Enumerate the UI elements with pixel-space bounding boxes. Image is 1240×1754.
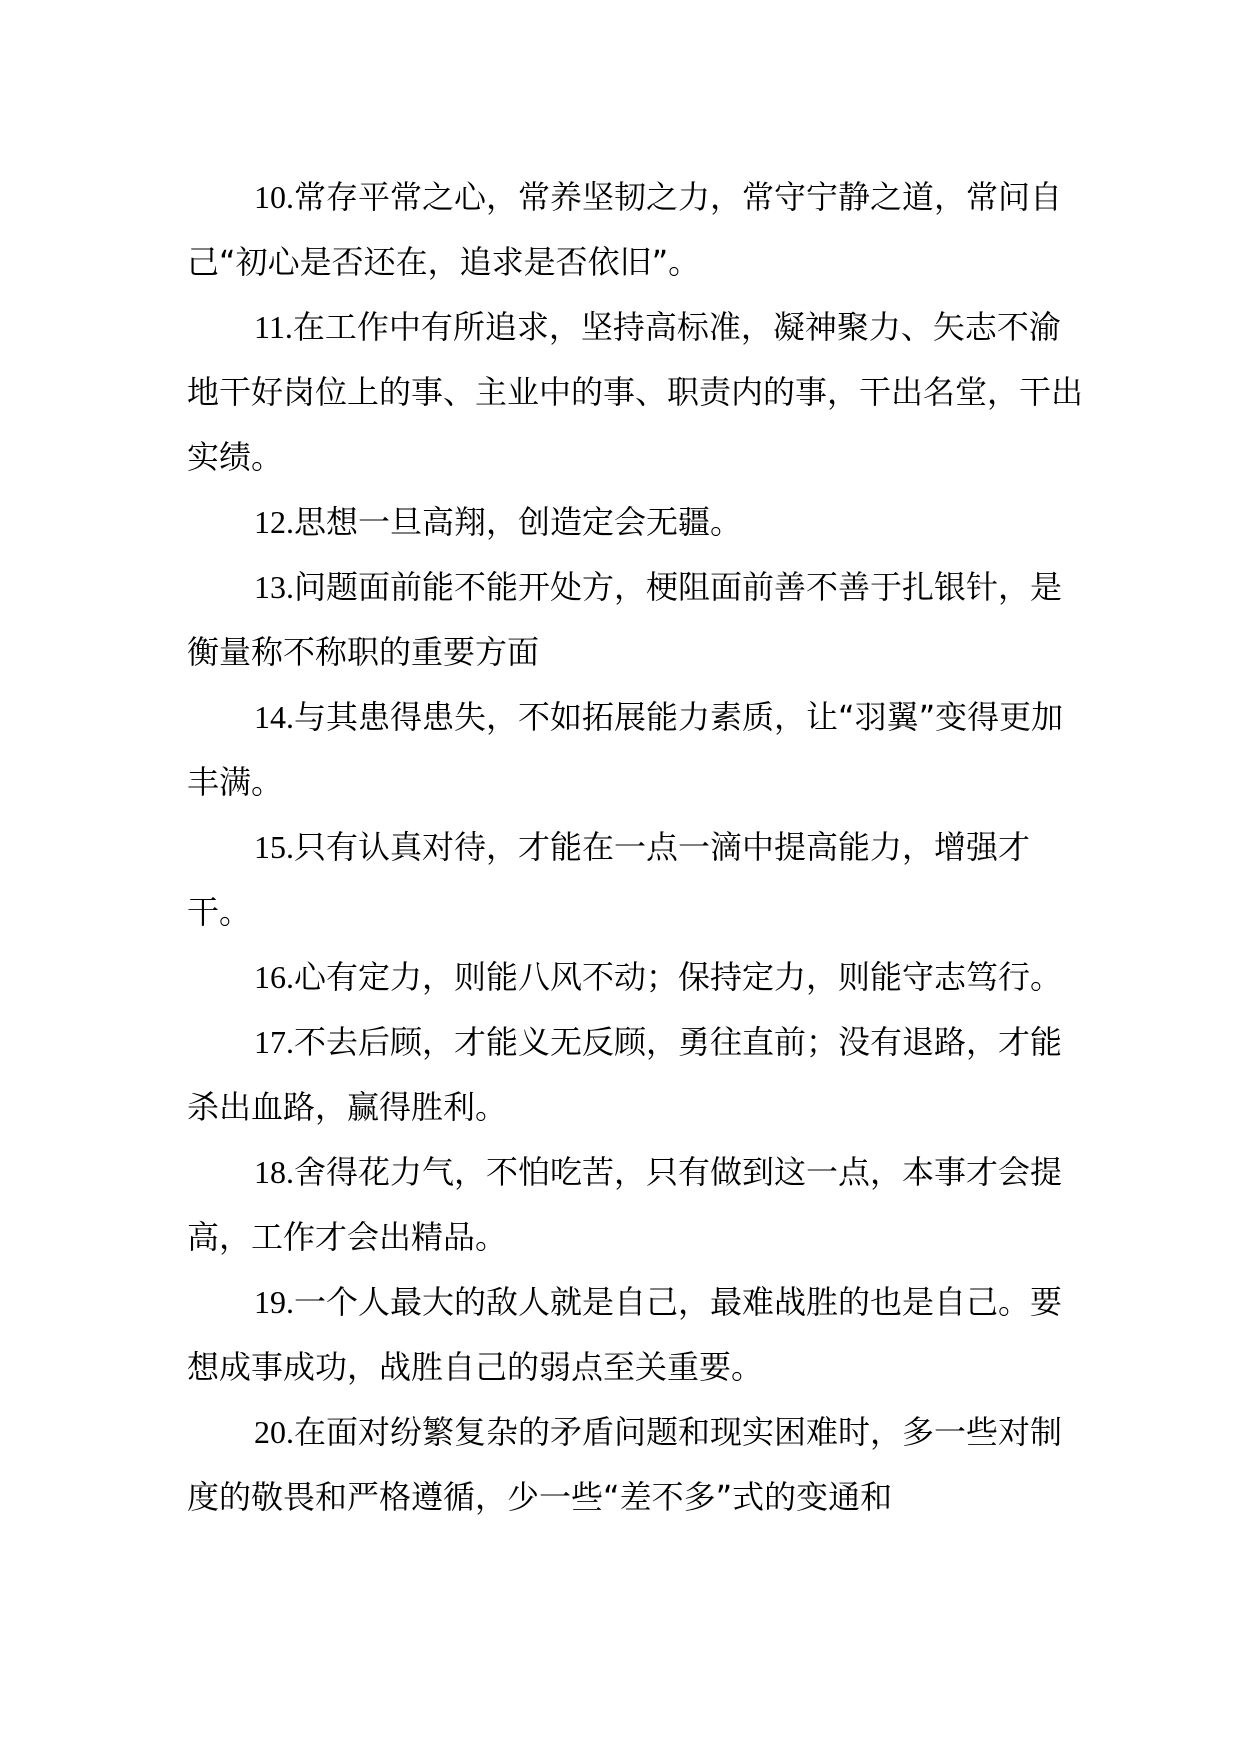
item-text: 心有定力，则能八风不动；保持定力，则能守志笃行。 (294, 958, 1063, 996)
item-number: 13. (254, 569, 294, 605)
paragraph-17 (187, 1010, 1087, 1140)
item-text: 一个人最大的敌人就是自己，最难战胜的也是自己。要想成事成功，战胜自己的弱点至关重要。 (187, 1283, 1063, 1386)
paragraph-15 (187, 815, 1087, 945)
paragraph-19 (187, 1270, 1087, 1400)
paragraph-18 (187, 1140, 1087, 1270)
paragraph-10 (187, 165, 1087, 295)
document-page (187, 165, 1087, 1530)
paragraph-16 (187, 945, 1087, 1010)
item-text: 舍得花力气，不怕吃苦，只有做到这一点，本事才会提高，工作才会出精品。 (187, 1153, 1063, 1256)
item-number: 11. (254, 309, 293, 345)
item-text: 与其患得患失，不如拓展能力素质，让“羽翼”变得更加丰满。 (187, 698, 1064, 801)
item-number: 10. (254, 179, 294, 215)
item-text: 常存平常之心，常养坚韧之力，常守宁静之道，常问自己“初心是否还在，追求是否依旧”。 (187, 178, 1063, 281)
paragraph-14 (187, 685, 1087, 815)
item-text: 只有认真对待，才能在一点一滴中提高能力，增强才干。 (187, 828, 1031, 931)
item-number: 14. (254, 699, 294, 735)
paragraph-12 (187, 490, 1087, 555)
item-text: 不去后顾，才能义无反顾，勇往直前；没有退路，才能杀出血路，赢得胜利。 (187, 1023, 1063, 1126)
item-text: 在工作中有所追求，坚持高标准，凝神聚力、矢志不渝地干好岗位上的事、主业中的事、职责内的事，干出名堂，干出实绩。 (187, 308, 1084, 476)
item-text: 思想一旦高翔，创造定会无疆。 (294, 503, 743, 541)
item-number: 15. (254, 829, 294, 865)
item-number: 16. (254, 959, 294, 995)
item-number: 12. (254, 504, 294, 540)
item-text: 在面对纷繁复杂的矛盾问题和现实困难时，多一些对制度的敬畏和严格遵循，少一些“差不多”式的变通和 (187, 1413, 1063, 1516)
item-number: 20. (254, 1414, 294, 1450)
item-number: 17. (254, 1024, 294, 1060)
paragraph-13 (187, 555, 1087, 685)
paragraph-11 (187, 295, 1087, 490)
paragraph-20 (187, 1400, 1087, 1530)
item-text: 问题面前能不能开处方，梗阻面前善不善于扎银针，是衡量称不称职的重要方面 (187, 568, 1063, 671)
item-number: 18. (254, 1154, 294, 1190)
item-number: 19. (254, 1284, 294, 1320)
